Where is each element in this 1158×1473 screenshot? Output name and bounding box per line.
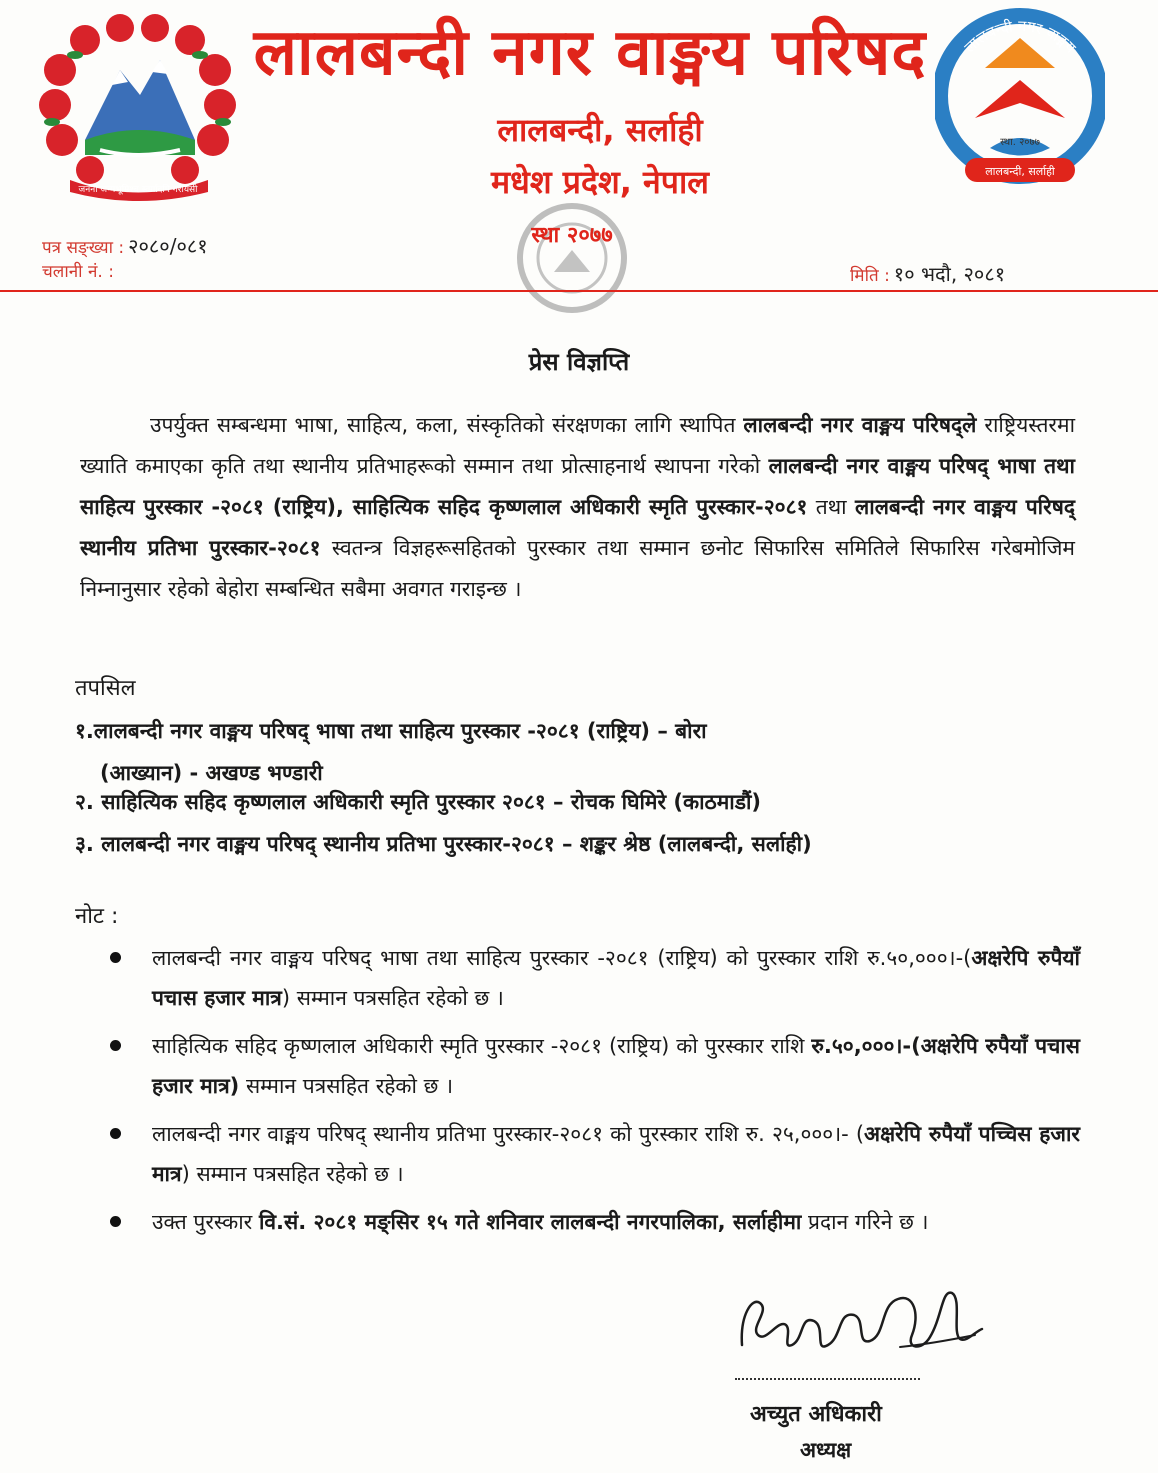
document-title: प्रेस विज्ञप्ति [528, 348, 630, 376]
org-logo-icon [935, 8, 1105, 198]
note-1-bold: अक्षरेपि रुपैयाँ पचास हजार मात्र [152, 946, 1080, 1010]
note-item-2 [110, 1026, 1080, 1106]
date-value: १० भदौ, २०८१ [893, 262, 1006, 286]
org-title: लालबन्दी नगर वाङ्मय परिषद [253, 16, 927, 90]
note-1-text: लालबन्दी नगर वाङ्मय परिषद् भाषा तथा साहित्य पुरस्कार -२०८१ (राष्ट्रिय) को पुरस्कार राशि रु.५०,०००।-( [152, 946, 972, 970]
note-4-bold: वि.सं. २०८१ मङ्सिर १५ गते शनिवार लालबन्दी नगरपालिका, सर्लाहीमा [258, 1210, 802, 1234]
note-2-bold: रु.५०,०००।-(अक्षरेपि रुपैयाँ पचास हजार मात्र) [152, 1034, 1080, 1098]
bullet-icon [110, 1216, 121, 1227]
signer-name: अच्युत अधिकारी [750, 1402, 882, 1427]
note-item-3 [110, 1114, 1080, 1194]
note-2-text: साहित्यिक सहिद कृष्णलाल अधिकारी स्मृति पुरस्कार -२०८१ (राष्ट्रिय) को पुरस्कार राशि [152, 1034, 812, 1058]
award-item-3: ३. लालबन्दी नगर वाङ्मय परिषद् स्थानीय प्रतिभा पुरस्कार-२०८१ – शङ्कर श्रेष्ठ (लालबन्दी, सर्लाही) [75, 832, 812, 856]
nepal-emblem-icon [30, 10, 245, 205]
para-bold-3: लालबन्दी नगर वाङ्मय परिषद् स्थानीय प्रतिभा पुरस्कार-२०८१ [80, 495, 1075, 560]
note-2-end: सम्मान पत्रसहित रहेको छ । [239, 1074, 454, 1098]
note-3-bold: अक्षरेपि रुपैयाँ पच्चिस हजार मात्र [152, 1122, 1080, 1186]
ref-label: पत्र सङ्ख्या : [42, 238, 125, 258]
emblem-motto: जननी जन्मभूमिश्च स्वर्गादपि गरीयसी [78, 185, 198, 195]
signature-scribble [730, 1275, 990, 1370]
note-4-end: प्रदान गरिने छ । [801, 1210, 929, 1234]
note-list [110, 938, 1080, 1250]
note-3-end: ) सम्मान पत्रसहित रहेको छ । [181, 1162, 404, 1186]
para-text-2: राष्ट्रियस्तरमा ख्याति कमाएका कृति तथा स्थानीय प्रतिभाहरूको सम्मान तथा प्रोत्साहनार्थ स्थापना गरेको [80, 413, 1076, 478]
bullet-icon [110, 952, 121, 963]
award-item-2: २. साहित्यिक सहिद कृष्णलाल अधिकारी स्मृति पुरस्कार २०८१ – रोचक घिमिरे (काठमाडौं) [75, 790, 762, 814]
signature-line [735, 1378, 920, 1380]
award-1-line-2: (आख्यान) - अखण्ड भण्डारी [100, 761, 323, 785]
header-divider [0, 290, 1158, 292]
ref-number [42, 232, 208, 259]
bullet-icon [110, 1040, 121, 1051]
para-bold-2: लालबन्दी नगर वाङ्मय परिषद् भाषा तथा साहित्य पुरस्कार -२०८१ (राष्ट्रिय), साहित्यिक सहिद कृष्णलाल अधिकारी स्मृति पुरस्कार-२०८१ [80, 454, 1075, 519]
para-text-1: उपर्युक्त सम्बन्धमा भाषा, साहित्य, कला, संस्कृतिको संरक्षणका लागि स्थापित [150, 413, 744, 437]
dispatch-label: चलानी नं. : [42, 262, 114, 282]
main-paragraph [80, 405, 1075, 610]
para-text-4: स्वतन्त्र विज्ञहरूसहितको पुरस्कार तथा सम्मान छनोट सिफारिस समितिले सिफारिस गरेबमोजिम निम्नानुसार रहेको बेहोरा सम्बन्धित सबैमा अवगत गराइन्छ । [80, 536, 1075, 601]
award-item-1 [75, 710, 1075, 794]
logo-place-text: लालबन्दी, सर्लाही [985, 165, 1055, 178]
note-label: नोट : [75, 904, 119, 929]
org-province: मधेश प्रदेश, नेपाल [491, 163, 709, 201]
ref-value: २०८०/०८१ [128, 234, 208, 258]
para-bold-1: लालबन्दी नगर वाङ्मय परिषद्ले [743, 413, 977, 437]
logo-ring-text: लालबन्दी नगर वाङ्मय [960, 16, 1080, 57]
note-4-text: उक्त पुरस्कार [152, 1210, 259, 1234]
award-1-line-1: १.लालबन्दी नगर वाङ्मय परिषद् भाषा तथा साहित्य पुरस्कार -२०८१ (राष्ट्रिय) – बोरा [75, 719, 707, 743]
note-item-4 [110, 1202, 1080, 1242]
dispatch-number [42, 258, 118, 282]
tapsil-label: तपसिल [75, 676, 136, 701]
signer-title: अध्यक्ष [800, 1438, 852, 1462]
org-seal-icon [510, 200, 635, 315]
logo-est-text: स्था. २०७७ [1000, 137, 1040, 148]
note-item-1 [110, 938, 1080, 1018]
bullet-icon [110, 1128, 121, 1139]
date [850, 260, 1005, 287]
org-location: लालबन्दी, सर्लाही [497, 111, 703, 149]
para-text-3: तथा [807, 495, 856, 519]
seal-text: स्था २०७७ [531, 223, 613, 248]
note-3-text: लालबन्दी नगर वाङ्मय परिषद् स्थानीय प्रतिभा पुरस्कार-२०८१ को पुरस्कार राशि रु. २५,०००।- ( [152, 1122, 865, 1146]
date-label: मिति : [850, 266, 890, 286]
note-1-end: ) सम्मान पत्रसहित रहेको छ । [281, 986, 504, 1010]
